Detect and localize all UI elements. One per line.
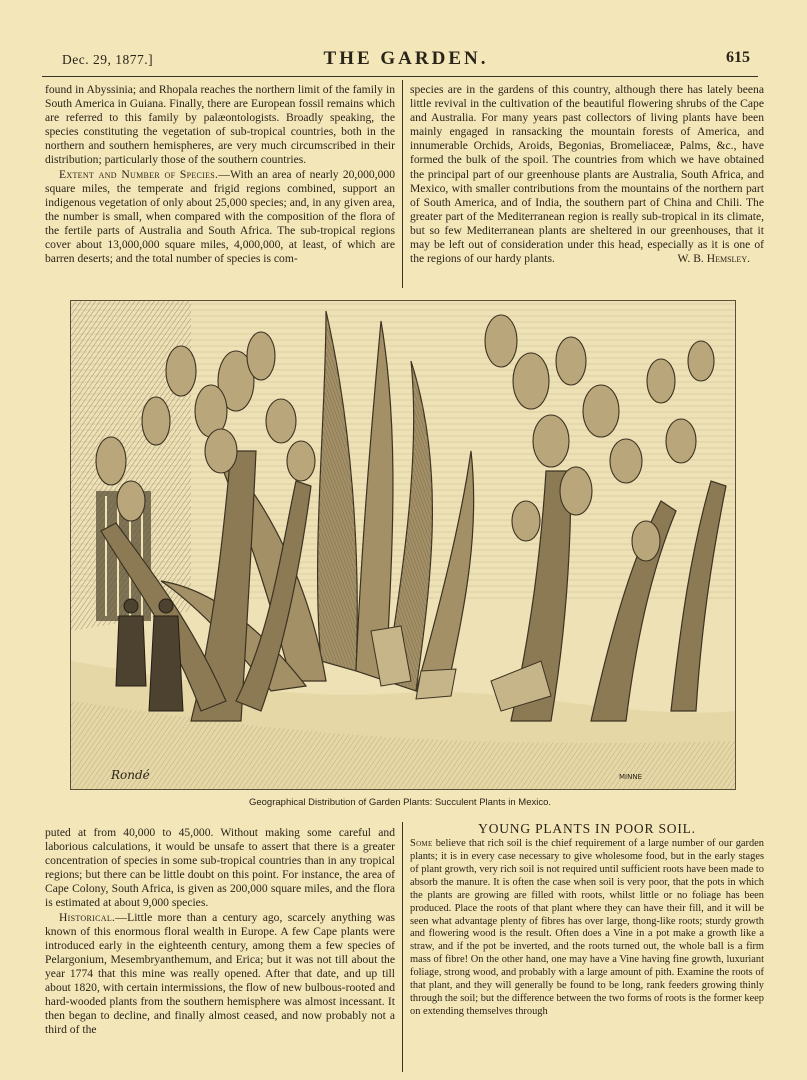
publication-title: THE GARDEN. bbox=[323, 48, 489, 69]
paragraph: puted at from 40,000 to 45,000. Without making some careful and laborious calculations, it would be unsafe to assert that there is a greater concentration of species in some sub-tropical countries than in any tropical regions; but there can be little doubt on this point. For instance, the area of Cape Colony, South Africa, is given as 200,000 square miles, and the flora is estimated at about 9,000 species. bbox=[45, 826, 395, 910]
section-heading: Extent and Number of Species.— bbox=[59, 167, 231, 181]
paragraph bbox=[45, 168, 395, 267]
illustration-caption: Geographical Distribution of Garden Plants: Succulent Plants in Mexico. bbox=[248, 797, 552, 808]
header-rule bbox=[42, 76, 758, 77]
page-number: 615 bbox=[726, 49, 750, 66]
paragraph: species are in the gardens of this country, although there has lately beena little revival in the cultivation of the beautiful flowering shrubs of the Cape and Australia. For many years past collectors of living plants have been mainly engaged in ransacking the mountain forests of America, and innumerable Orchids, Aroids, Begonias, Bromeliaceæ, Palms, &c., have formed the bulk of the spoil. The countries from which we have obtained the principal part of our greenhouse plants are Australia, South Africa, and Mexico, with smaller contributions from the mountains of the northern part of South America, and of India, the southern part of China and Chili. The greater part of the Mediterranean region is really sub-tropical in its climate, but so few Mediterranean plants are sheltered in our greenhouses, that it may be left out of consideration under this head, especially as it is one of the regions of our hardy plants. bbox=[410, 83, 764, 266]
paragraph-body: believe that rich soil is the chief requirement of a large number of our garden plants; it is in every case necessary to give wholesome food, but in the early stages of plant growth, very rich soil is not required until sufficient roots have been made to absorb the manure. It is often the case when soil is very poor, that the pots in which the plants are growing are filled with roots, whilst little or no foliage has been produced. Place the roots of that plant where they can have their fill, and it will be seen what advantage plenty of fibres has over large, thong-like roots; sturdy growth and flowering wood is the result. Often does a Vine in a pot make a growth like a straw, and if the pot be inverted, and the roots turned out, the whole ball is a firm mass of fibre! On the other hand, one may have a Vine having fine growth, luxuriant foliage, strong wood, and probably with a large amount of pith. Examine the roots of that plant, and they will generally be found to be long, rank feeders growing thinly through the soil; but the difference between the two forms of roots is the former keep on extending themselves through bbox=[410, 838, 764, 1017]
paragraph-body: With an area of nearly 20,000,000 square miles, the temperate and frigid regions combined, support an indigenous vegetation of only about 25,000 species; and, in any given area, the number is small, when compared with the composition of the flora of the fertile parts of Australia and South Africa. The sub-tropical regions cover about 13,000,000 square miles, 4,000,000, at least, of which are barren deserts; and the total number of species is com- bbox=[45, 167, 395, 266]
bottom-right-column bbox=[410, 822, 764, 1019]
paragraph-body: Little more than a century ago, scarcely anything was known of this enormous floral wealth in Europe. A few Cape plants were introduced early in the eighteenth century, among them a few species of Pelargonium, Mesembryanthemum, and Erica; but it was not till about the year 1774 that this mine was really opened. After that date, and up till about 1820, with certain intermissions, the flow of new bulbous-rooted and hard-wooded plants from the southern hemisphere was almost incessant. It then began to decline, and finally almost ceased, and now probably not a third of the bbox=[45, 910, 395, 1037]
top-right-column bbox=[410, 83, 764, 266]
article-heading: YOUNG PLANTS IN POOR SOIL. bbox=[478, 821, 696, 836]
lead-word: Some bbox=[410, 838, 433, 850]
engraver-signature: MINNE bbox=[619, 773, 642, 781]
paragraph: found in Abyssinia; and Rhopala reaches the northern limit of the family in South America in Guiana. Finally, there are European fossil remains which are referred to this family by palæontologists. Broadly speaking, the species constituting the vegetation of sub-tropical countries, both in the northern and southern hemispheres, are very much circumscribed in their distribution; particularly those of the southern countries. bbox=[45, 83, 395, 167]
succulent-plants-engraving bbox=[71, 301, 735, 789]
top-left-column bbox=[45, 83, 395, 266]
column-rule bbox=[402, 80, 403, 288]
artist-signature: Rondé bbox=[111, 768, 150, 782]
paragraph bbox=[45, 911, 395, 1038]
engraving-illustration bbox=[70, 300, 736, 790]
page-header bbox=[62, 48, 750, 74]
section-heading: Historical.— bbox=[59, 910, 128, 924]
issue-date: Dec. 29, 1877.] bbox=[62, 52, 154, 67]
author-signature: W. B. Hemsley. bbox=[677, 252, 750, 266]
paragraph bbox=[410, 838, 764, 1019]
column-rule bbox=[402, 822, 403, 1072]
bottom-left-column bbox=[45, 826, 395, 1037]
